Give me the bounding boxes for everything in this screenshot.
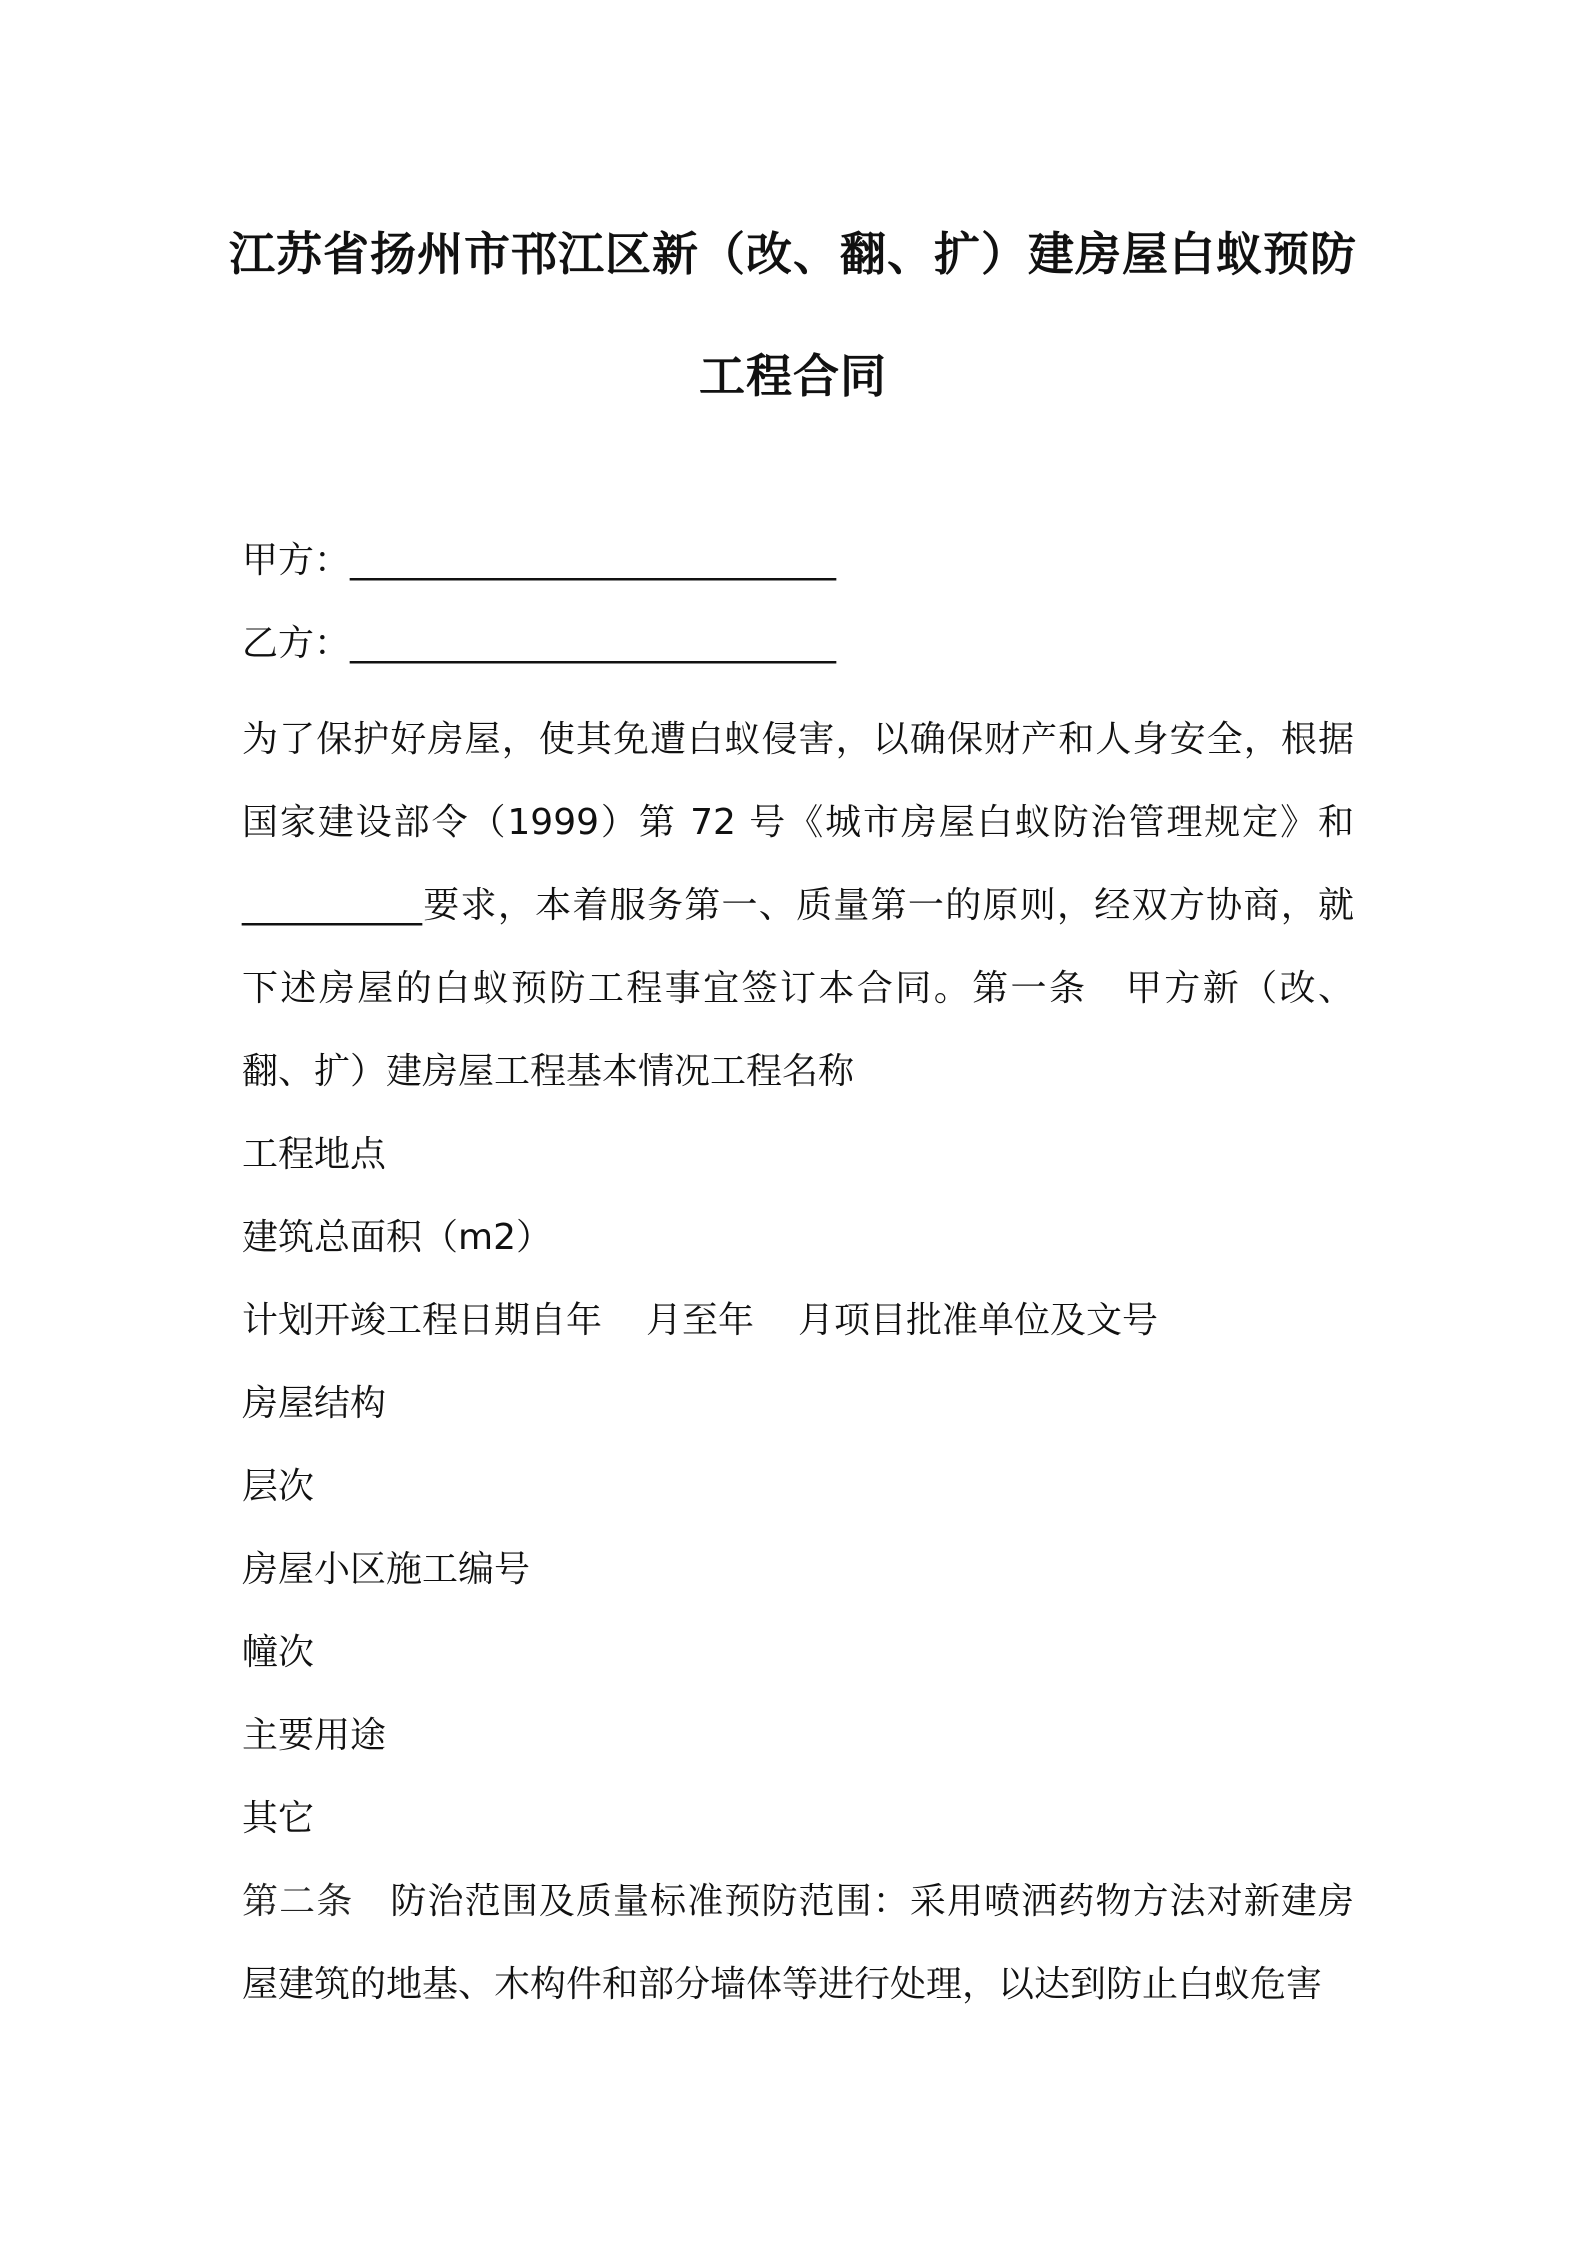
field-schedule xyxy=(242,1279,1158,1362)
article-2-paragraph xyxy=(242,1860,1354,2026)
field-building-no: 幢次 xyxy=(242,1632,315,1673)
document-title-line-2: 工程合同 xyxy=(699,349,887,403)
field-schedule-part-c: 月项目批准单位及文号 xyxy=(798,1300,1159,1341)
field-community-no: 房屋小区施工编号 xyxy=(242,1549,531,1590)
article-2-lead: 第二条 xyxy=(242,1881,354,1922)
article-2-text: 防治范围及质量标准预防范围：采用喷洒药物方法对新建房屋建筑的地基、木构件和部分墙体等进行处理，以达到防止白蚁危害 xyxy=(242,1881,1354,2005)
document-title-line-1: 江苏省扬州市邗江区新（改、翻、扩）建房屋白蚁预防 xyxy=(229,227,1357,281)
field-schedule-part-a: 计划开竣工程日期自年 xyxy=(242,1300,603,1341)
field-floors: 层次 xyxy=(242,1466,315,1507)
project-info-list xyxy=(242,1113,1158,1860)
party-a-line: 甲方：___________________________ xyxy=(242,540,837,581)
intro-paragraph: 为了保护好房屋，使其免遭白蚁侵害，以确保财产和人身安全，根据国家建设部令（1999）第 72 号《城市房屋白蚁防治管理规定》和__________要求，本着服务第一、质量第一的原则，经双方协商，就下述房屋的白蚁预防工程事宜签订本合同。第一条 甲方新（改、翻、扩）建房屋工程基本情况工程名称 xyxy=(242,719,1354,1092)
field-schedule-part-b: 月至年 xyxy=(646,1300,755,1341)
party-b-line: 乙方：___________________________ xyxy=(242,623,837,664)
field-structure: 房屋结构 xyxy=(242,1383,387,1424)
field-other: 其它 xyxy=(242,1798,315,1839)
field-area: 建筑总面积（m2） xyxy=(242,1217,552,1258)
field-usage: 主要用途 xyxy=(242,1715,387,1756)
field-site: 工程地点 xyxy=(242,1134,387,1175)
